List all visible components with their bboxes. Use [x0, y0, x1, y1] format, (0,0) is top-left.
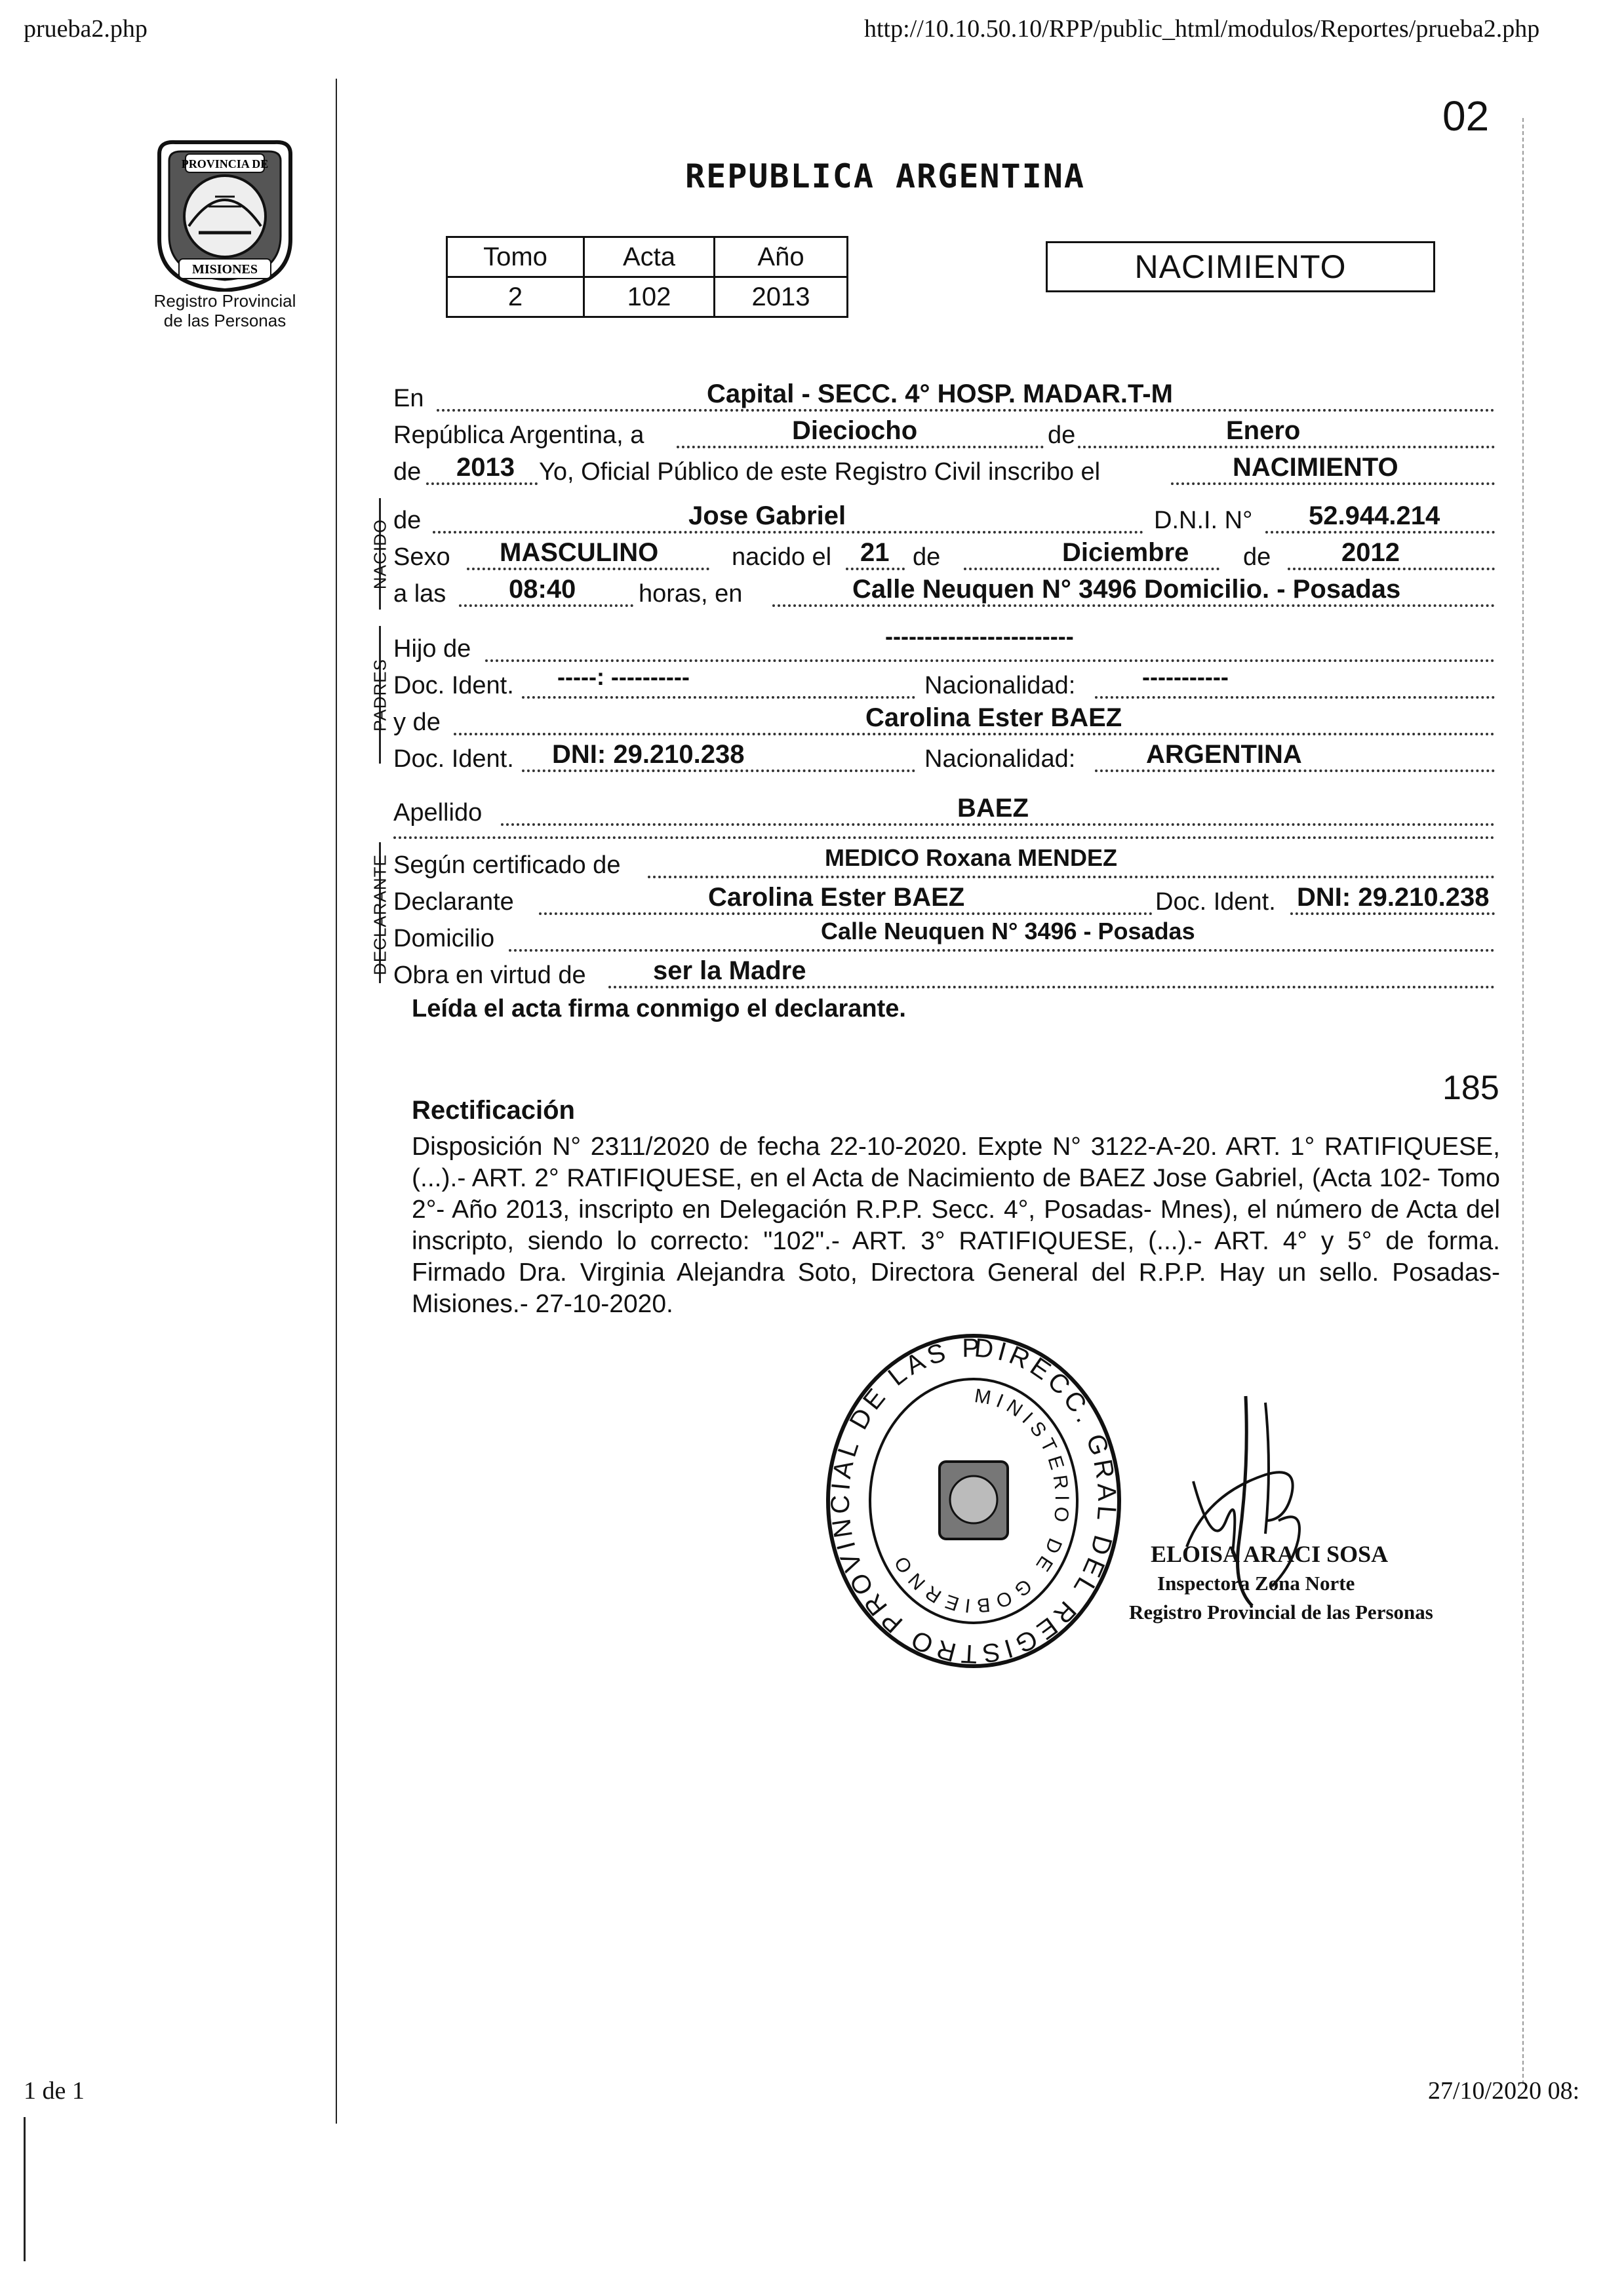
row-oficial	[393, 454, 1495, 490]
cert-label: Según certificado de	[393, 851, 621, 879]
row-certificado	[393, 844, 1495, 884]
signatory-office: Registro Provincial de las Personas	[1129, 1601, 1433, 1624]
decl-label: Declarante	[393, 888, 514, 916]
place-value: Calle Neuquen N° 3496 Domicilio. - Posadas	[852, 575, 1401, 604]
row-fecha-inscripcion	[393, 417, 1495, 454]
ref-header-anio: Año	[715, 237, 848, 277]
row-nacido-nombre	[393, 502, 1495, 539]
officer-text: Yo, Oficial Público de este Registro Civil inscribo el	[539, 458, 1101, 486]
dom-value: Calle Neuquen N° 3496 - Posadas	[821, 918, 1195, 944]
ref-value-tomo: 2	[447, 277, 584, 317]
stamp-inner-lettering: MINISTERIO DE GOBIERNO	[887, 1385, 1073, 1617]
signatory-name: ELOISA ARACI SOSA	[1151, 1541, 1389, 1567]
row-apellido	[393, 794, 1495, 831]
print-footer-datetime: 27/10/2020 08:	[1428, 2077, 1580, 2105]
father-nat-value: -----------	[1142, 663, 1229, 690]
nacido-el-label: nacido el	[732, 543, 832, 571]
row-hora-lugar	[393, 575, 1495, 612]
page-number: 02	[1442, 92, 1490, 140]
print-header-filename: prueba2.php	[24, 15, 148, 43]
ref-value-anio: 2013	[715, 277, 848, 317]
record-type-box: NACIMIENTO	[1046, 241, 1435, 292]
republica-label: República Argentina, a	[393, 421, 644, 449]
year-value: 2013	[456, 453, 515, 482]
dni-label: D.N.I. N°	[1154, 507, 1253, 534]
logo-caption-line2: de las Personas	[163, 311, 287, 330]
apellido-underline	[393, 836, 1495, 839]
official-stamp	[823, 1331, 1124, 1671]
birth-de-label: de	[913, 543, 941, 571]
father-doc-value: -----: ----------	[557, 663, 690, 690]
folio-number: 185	[1442, 1069, 1499, 1107]
padres-section-label: PADRES	[370, 659, 390, 731]
decl-doc-value: DNI: 29.210.238	[1297, 883, 1490, 912]
seal-bottom-lettering: MISIONES	[191, 262, 258, 277]
yde-label: y de	[393, 709, 441, 736]
seal-top-lettering: PROVINCIA DE	[181, 157, 269, 170]
apellido-label: Apellido	[393, 799, 483, 827]
row-sexo-nacimiento	[393, 539, 1495, 575]
print-header-url: http://10.10.50.10/RPP/public_html/modulos/Reportes/prueba2.php	[864, 15, 1540, 43]
obra-value: ser la Madre	[653, 956, 806, 985]
scan-edge	[1522, 118, 1524, 2084]
edge-line	[24, 2117, 26, 2261]
dni-value: 52.944.214	[1309, 501, 1440, 530]
document-title: REPUBLICA ARGENTINA	[685, 157, 1085, 195]
row-madre-doc	[393, 741, 1495, 777]
day-value: Dieciocho	[792, 416, 918, 445]
ref-value-acta: 102	[584, 277, 715, 317]
row-en	[393, 380, 1495, 417]
logo-caption	[131, 291, 319, 330]
mother-nat-value: ARGENTINA	[1146, 740, 1302, 769]
nacido-section-label: NACIDO	[370, 518, 390, 590]
sexo-label: Sexo	[393, 543, 450, 571]
birth-de2-label: de	[1243, 543, 1271, 571]
sexo-value: MASCULINO	[500, 538, 659, 567]
time-value: 08:40	[509, 575, 576, 604]
de-label: de	[1048, 421, 1076, 449]
month-value: Enero	[1226, 416, 1301, 445]
en-label: En	[393, 385, 424, 412]
mother-doc-label: Doc. Ident.	[393, 745, 514, 773]
mother-nat-label: Nacionalidad:	[924, 745, 1076, 773]
nacido-de-label: de	[393, 507, 422, 534]
logo-caption-line1: Registro Provincial	[153, 291, 296, 311]
decl-value: Carolina Ester BAEZ	[708, 883, 965, 912]
horas-label: horas, en	[639, 580, 743, 608]
birth-year-value: 2012	[1341, 538, 1400, 567]
rectificacion-body: Disposición N° 2311/2020 de fecha 22-10-2020. Expte N° 3122-A-20. ART. 1° RATIFIQUESE, (...).- ART. 2° RATIFIQUESE, en el Acta de Nacimiento de BAEZ Jose Gabriel, (Acta 102- Tomo 2°- Año 2013, inscripto en Delegación R.P.P. Secc. 4°, Posadas- Mnes), el número de Acta del inscripto, siendo lo correcto: "102".- ART. 3° RATIFIQUESE, (...).- ART. 4° y 5° de forma. Firmado Dra. Virginia Alejandra Soto, Directora General del R.P.P. Hay un sello. Posadas- Misiones.- 27-10-2020.	[412, 1133, 1500, 1318]
cert-value: MEDICO Roxana MENDEZ	[825, 844, 1118, 871]
alas-label: a las	[393, 580, 446, 608]
row-padre-doc	[393, 663, 1495, 704]
reference-table	[446, 236, 848, 318]
declarante-section-label: DECLARANTE	[370, 854, 390, 975]
row-hijo-de	[393, 623, 1495, 667]
row-declarante	[393, 884, 1495, 920]
father-nat-label: Nacionalidad:	[924, 672, 1076, 699]
print-footer-page-count: 1 de 1	[24, 2077, 85, 2105]
birth-month-value: Diciembre	[1062, 538, 1189, 567]
mother-doc-value: DNI: 29.210.238	[552, 740, 745, 769]
birth-day-value: 21	[860, 538, 890, 567]
row-domicilio	[393, 920, 1495, 957]
row-y-de	[393, 704, 1495, 741]
rectificacion-title: Rectificación	[412, 1096, 575, 1125]
en-value: Capital - SECC. 4° HOSP. MADAR.T-M	[707, 379, 1173, 408]
closing-statement: Leída el acta firma conmigo el declarante.	[412, 995, 906, 1022]
margin-line	[336, 79, 337, 2124]
dom-label: Domicilio	[393, 925, 495, 952]
apellido-value: BAEZ	[957, 794, 1029, 823]
hijo-label: Hijo de	[393, 635, 471, 663]
father-value: ------------------------	[885, 623, 1074, 650]
decl-doc-label: Doc. Ident.	[1155, 888, 1276, 916]
stamp-outer-lettering: DIRECC. GRAL DEL REGISTRO PROVINCIAL DE LAS P	[825, 1333, 1122, 1669]
mother-value: Carolina Ester BAEZ	[865, 703, 1122, 732]
father-doc-label: Doc. Ident.	[393, 672, 514, 699]
act-value: NACIMIENTO	[1233, 453, 1398, 482]
province-seal-logo	[149, 134, 300, 292]
nacido-name-value: Jose Gabriel	[688, 501, 846, 530]
row-obra	[393, 957, 1495, 994]
de2-label: de	[393, 458, 422, 486]
signatory-role: Inspectora Zona Norte	[1157, 1572, 1355, 1595]
obra-label: Obra en virtud de	[393, 962, 586, 989]
ref-header-tomo: Tomo	[447, 237, 584, 277]
ref-header-acta: Acta	[584, 237, 715, 277]
